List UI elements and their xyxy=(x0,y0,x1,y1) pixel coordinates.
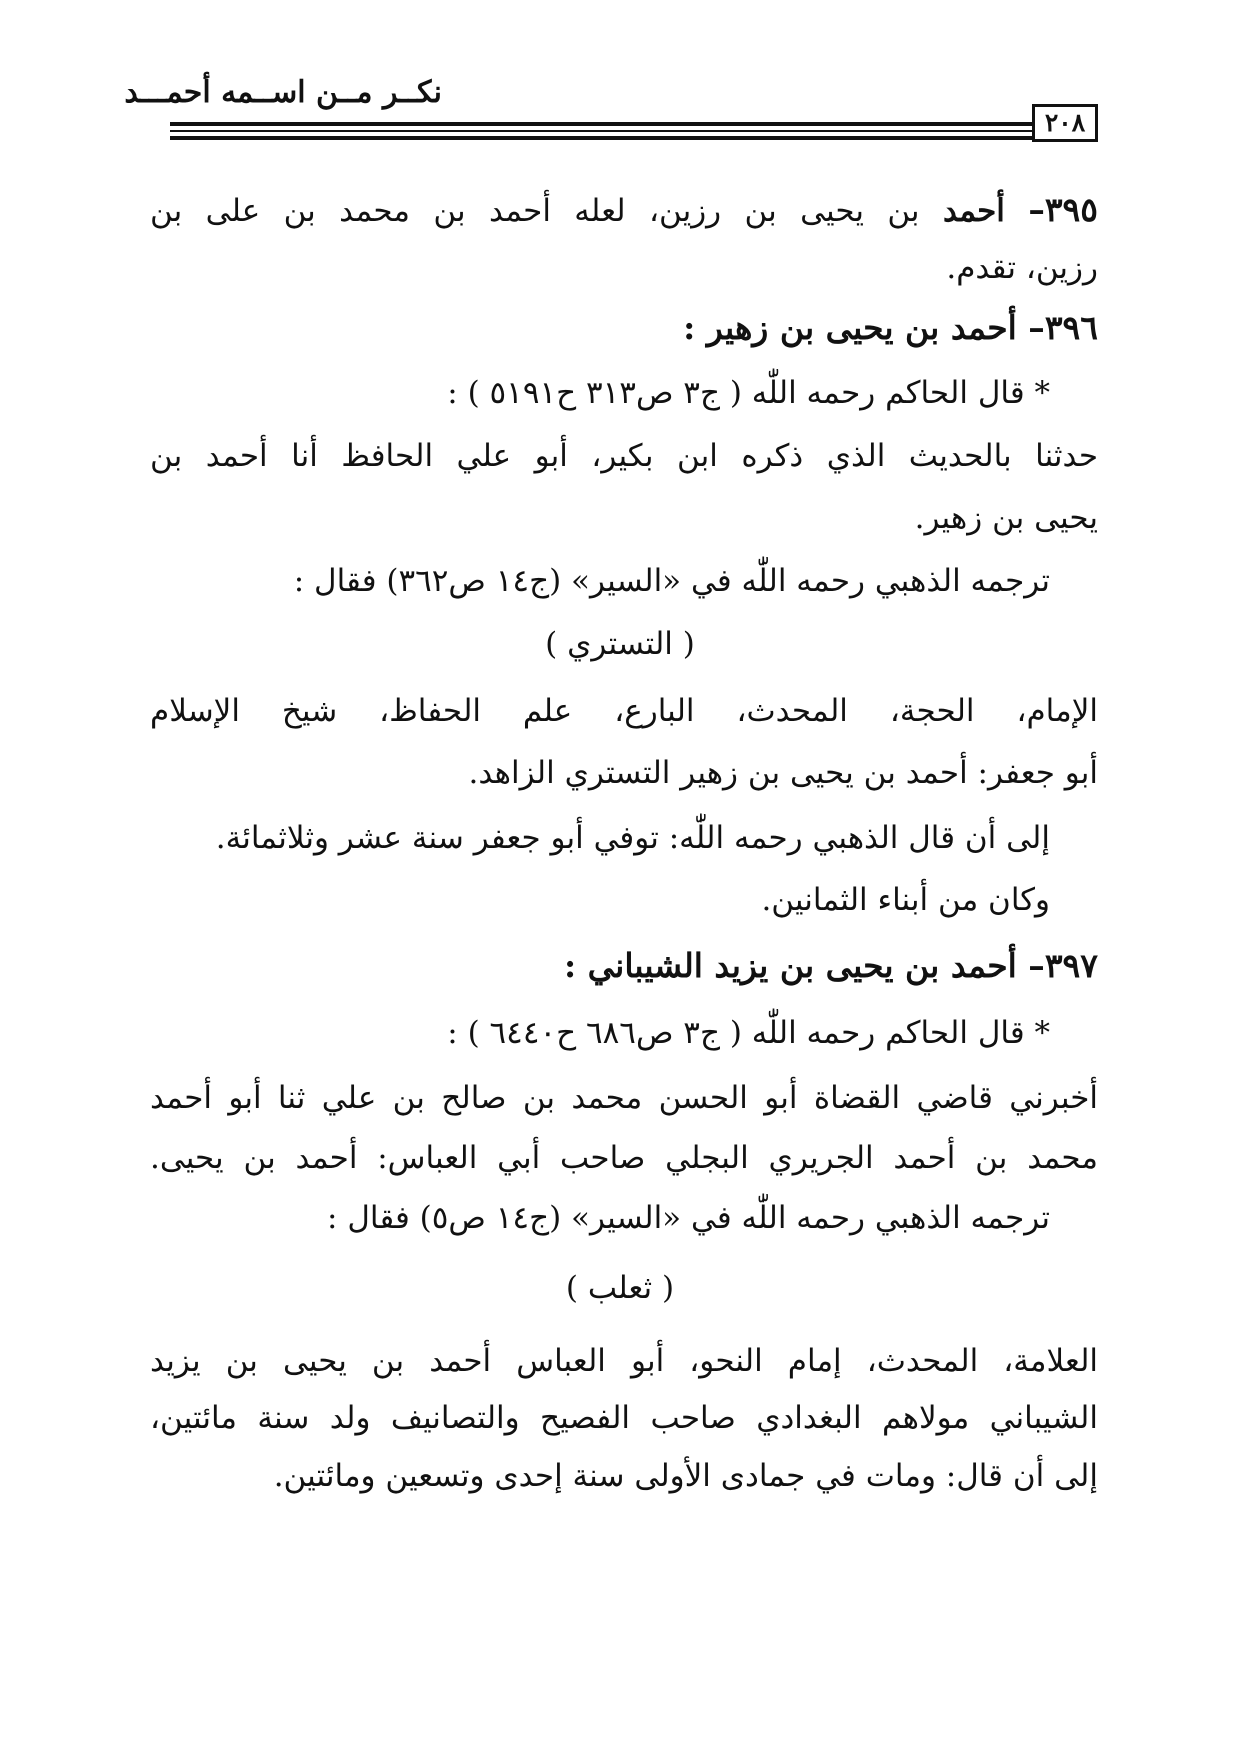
entry-396-subtitle: ( التستري ) xyxy=(545,626,695,662)
entry-397-bio-line-3: إلى أن قال: ومات في جمادى الأولى سنة إحدى وتسعين ومائتين. xyxy=(273,1458,1098,1494)
entry-397-hakim-ref: * قال الحاكم رحمه اللّٰه ( ج٣ ص٦٨٦ ح٦٤٤٠ ) : xyxy=(447,1015,1050,1051)
entry-395-line-2: رزين، تقدم. xyxy=(946,250,1098,286)
header-rule xyxy=(170,136,1032,140)
entry-397-bio-line-2: الشيباني مولاهم البغدادي صاحب الفصيح والتصانيف ولد سنة مائتين، xyxy=(150,1400,1098,1436)
entry-397-bio-line-1: العلامة، المحدث، إمام النحو، أبو العباس أحمد بن يحيى بن يزيد xyxy=(150,1343,1098,1379)
entry-397-dhahabi-intro: ترجمه الذهبي رحمه اللّٰه في «السير» (ج١٤ ص٥) فقال : xyxy=(327,1200,1050,1236)
entry-397-hadith-line-2: محمد بن أحمد الجريري البجلي صاحب أبي العباس: أحمد بن يحيى. xyxy=(150,1140,1098,1176)
entry-396-hadith-line-2: يحيى بن زهير. xyxy=(914,500,1098,536)
entry-395-name: أحمد xyxy=(942,193,1005,229)
entry-397-subtitle: ( ثعلب ) xyxy=(565,1270,675,1306)
entry-397-heading: ٣٩٧– أحمد بن يحيى بن يزيد الشيباني : xyxy=(563,946,1098,985)
entry-395-line-1 xyxy=(150,190,1098,230)
entry-396-death-line-1: إلى أن قال الذهبي رحمه اللّٰه: توفي أبو جعفر سنة عشر وثلاثمائة. xyxy=(215,820,1050,856)
entry-396-heading: ٣٩٦– أحمد بن يحيى بن زهير : xyxy=(683,308,1098,347)
entry-396-bio-line-1: الإمام، الحجة، المحدث، البارع، علم الحفاظ، شيخ الإسلام xyxy=(150,693,1098,729)
entry-396-dhahabi-intro: ترجمه الذهبي رحمه اللّٰه في «السير» (ج١٤ ص٣٦٢) فقال : xyxy=(293,563,1050,599)
entry-396-bio-line-2: أبو جعفر: أحمد بن يحيى بن زهير التستري الزاهد. xyxy=(468,755,1098,791)
entry-395-number: ٣٩٥– xyxy=(1028,190,1099,229)
entry-396-death-line-2: وكان من أبناء الثمانين. xyxy=(761,882,1050,918)
entry-395-text: بن يحيى بن رزين، لعله أحمد بن محمد بن على بن xyxy=(150,193,920,229)
header-rule xyxy=(170,122,1032,126)
header-rule xyxy=(170,130,1032,132)
page-number: ٢٠٨ xyxy=(1032,104,1098,142)
running-header-title: نكــر مــن اســمه أحمـــد xyxy=(124,75,442,110)
entry-397-hadith-line-1: أخبرني قاضي القضاة أبو الحسن محمد بن صالح بن علي ثنا أبو أحمد xyxy=(150,1080,1098,1116)
entry-396-hakim-ref: * قال الحاكم رحمه اللّٰه ( ج٣ ص٣١٣ ح٥١٩١ ) : xyxy=(447,375,1050,411)
entry-396-hadith-line-1: حدثنا بالحديث الذي ذكره ابن بكير، أبو علي الحافظ أنا أحمد بن xyxy=(150,438,1098,474)
